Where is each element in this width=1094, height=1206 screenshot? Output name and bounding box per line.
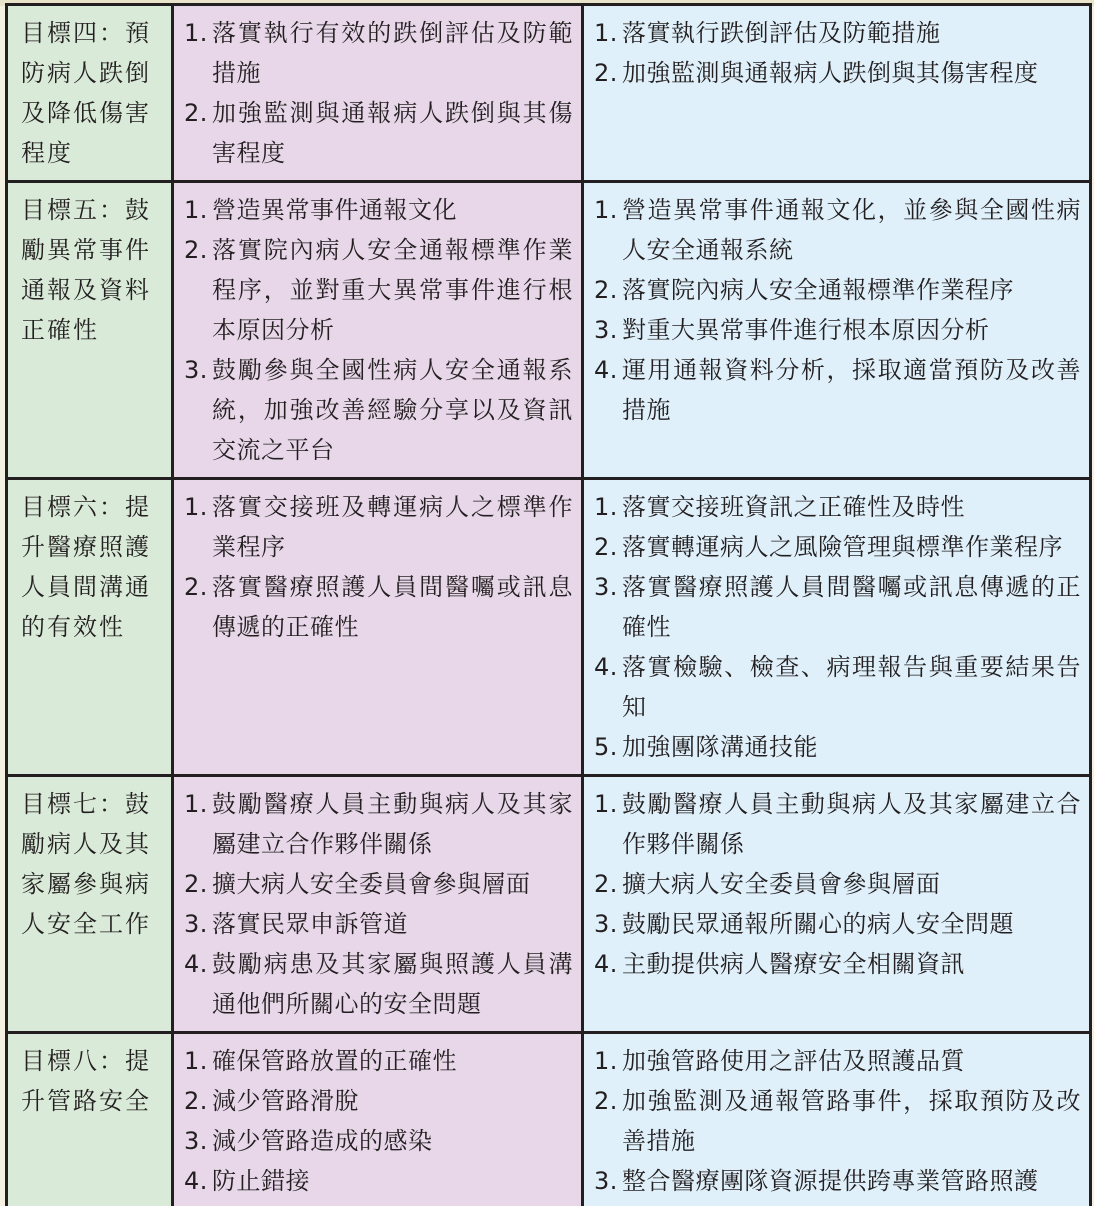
item-number: 4. (594, 950, 618, 978)
list-item (594, 190, 1081, 270)
strategy-cell-right (583, 1033, 1091, 1206)
item-text: 防止錯接 (212, 1167, 310, 1195)
item-text: 加強監測與通報病人跌倒與其傷害程度 (622, 59, 1039, 87)
goal-cell (7, 5, 173, 182)
strategy-list (184, 487, 573, 647)
list-item (184, 1081, 573, 1121)
item-number: 1. (184, 493, 208, 521)
list-item (594, 727, 1081, 767)
item-number: 5. (594, 733, 618, 761)
list-item (594, 944, 1081, 984)
list-item (594, 310, 1081, 350)
item-text: 鼓勵民眾通報所關心的病人安全問題 (622, 910, 1014, 938)
item-text: 落實交接班資訊之正確性及時性 (622, 493, 965, 521)
item-number: 4. (184, 1167, 208, 1195)
goal-title: 目標七：鼓勵病人及其家屬參與病人安全工作 (21, 790, 151, 938)
list-item (594, 1081, 1081, 1161)
item-text: 落實執行有效的跌倒評估及防範措施 (212, 19, 573, 87)
strategy-list (594, 13, 1081, 93)
strategy-list (594, 1041, 1081, 1201)
list-item (594, 487, 1081, 527)
item-number: 3. (184, 910, 208, 938)
item-text: 減少管路滑脫 (212, 1087, 359, 1115)
strategy-list (184, 784, 573, 1024)
list-item (594, 904, 1081, 944)
item-number: 2. (594, 1087, 618, 1115)
item-text: 落實交接班及轉運病人之標準作業程序 (212, 493, 573, 561)
goal-row (7, 479, 1091, 776)
item-text: 加強監測與通報病人跌倒與其傷害程度 (212, 99, 573, 167)
list-item (184, 1161, 573, 1201)
item-number: 1. (594, 196, 618, 224)
list-item (594, 647, 1081, 727)
list-item (594, 567, 1081, 647)
item-number: 3. (594, 316, 618, 344)
item-text: 擴大病人安全委員會參與層面 (622, 870, 941, 898)
item-number: 2. (184, 99, 208, 127)
strategy-cell-right (583, 479, 1091, 776)
item-text: 落實醫療照護人員間醫囑或訊息傳遞的正確性 (212, 573, 573, 641)
item-text: 減少管路造成的感染 (212, 1127, 433, 1155)
goal-cell (7, 1033, 173, 1206)
strategy-list (594, 487, 1081, 767)
list-item (594, 350, 1081, 430)
item-number: 4. (594, 653, 618, 681)
item-text: 對重大異常事件進行根本原因分析 (622, 316, 990, 344)
item-number: 3. (184, 1127, 208, 1155)
list-item (184, 944, 573, 1024)
item-text: 鼓勵醫療人員主動與病人及其家屬建立合作夥伴關係 (622, 790, 1081, 858)
item-text: 運用通報資料分析，採取適當預防及改善措施 (622, 356, 1081, 424)
item-number: 3. (594, 573, 618, 601)
goal-title: 目標六：提升醫療照護人員間溝通的有效性 (21, 493, 151, 641)
item-number: 2. (184, 1087, 208, 1115)
list-item (184, 904, 573, 944)
list-item (184, 864, 573, 904)
strategy-list (594, 784, 1081, 984)
goal-row (7, 776, 1091, 1033)
list-item (184, 784, 573, 864)
item-number: 1. (594, 790, 618, 818)
list-item (594, 13, 1081, 53)
strategy-list (184, 13, 573, 173)
list-item (184, 1121, 573, 1161)
item-number: 4. (184, 950, 208, 978)
goal-row (7, 182, 1091, 479)
strategy-cell-left (173, 1033, 583, 1206)
item-number: 3. (184, 356, 208, 384)
item-text: 落實轉運病人之風險管理與標準作業程序 (622, 533, 1063, 561)
list-item (184, 350, 573, 470)
list-item (594, 784, 1081, 864)
item-number: 3. (594, 1167, 618, 1195)
item-text: 加強管路使用之評估及照護品質 (622, 1047, 965, 1075)
list-item (184, 567, 573, 647)
item-text: 主動提供病人醫療安全相關資訊 (622, 950, 965, 978)
list-item (184, 487, 573, 567)
item-text: 落實院內病人安全通報標準作業程序 (622, 276, 1014, 304)
item-text: 落實民眾申訴管道 (212, 910, 408, 938)
goal-cell (7, 182, 173, 479)
item-text: 落實檢驗、檢查、病理報告與重要結果告知 (622, 653, 1081, 721)
item-text: 擴大病人安全委員會參與層面 (212, 870, 531, 898)
item-number: 2. (594, 870, 618, 898)
item-text: 加強團隊溝通技能 (622, 733, 818, 761)
strategy-list (184, 1041, 573, 1201)
item-text: 落實醫療照護人員間醫囑或訊息傳遞的正確性 (622, 573, 1081, 641)
list-item (184, 190, 573, 230)
goal-cell (7, 479, 173, 776)
goal-title: 目標四：預防病人跌倒及降低傷害程度 (21, 19, 151, 167)
item-number: 1. (594, 493, 618, 521)
list-item (594, 53, 1081, 93)
goal-cell (7, 776, 173, 1033)
list-item (184, 230, 573, 350)
item-number: 2. (594, 533, 618, 561)
item-text: 落實院內病人安全通報標準作業程序，並對重大異常事件進行根本原因分析 (212, 236, 573, 344)
item-text: 落實執行跌倒評估及防範措施 (622, 19, 941, 47)
goal-row (7, 1033, 1091, 1206)
list-item (594, 270, 1081, 310)
item-number: 2. (594, 276, 618, 304)
list-item (594, 1041, 1081, 1081)
goal-title: 目標五：鼓勵異常事件通報及資料正確性 (21, 196, 151, 344)
item-number: 1. (184, 1047, 208, 1075)
item-text: 鼓勵醫療人員主動與病人及其家屬建立合作夥伴關係 (212, 790, 573, 858)
list-item (184, 1041, 573, 1081)
list-item (594, 527, 1081, 567)
item-number: 1. (184, 19, 208, 47)
item-text: 營造異常事件通報文化 (212, 196, 457, 224)
strategy-list (594, 190, 1081, 430)
strategy-cell-right (583, 776, 1091, 1033)
strategy-cell-left (173, 479, 583, 776)
patient-safety-goals-table (5, 3, 1092, 1206)
goal-row (7, 5, 1091, 182)
item-text: 整合醫療團隊資源提供跨專業管路照護 (622, 1167, 1039, 1195)
item-text: 營造異常事件通報文化，並參與全國性病人安全通報系統 (622, 196, 1081, 264)
list-item (594, 1161, 1081, 1201)
item-number: 2. (184, 870, 208, 898)
strategy-cell-left (173, 5, 583, 182)
list-item (594, 864, 1081, 904)
goal-title: 目標八：提升管路安全 (21, 1047, 151, 1115)
item-text: 鼓勵參與全國性病人安全通報系統，加強改善經驗分享以及資訊交流之平台 (212, 356, 573, 464)
strategy-cell-left (173, 776, 583, 1033)
item-number: 3. (594, 910, 618, 938)
item-number: 1. (594, 1047, 618, 1075)
item-number: 1. (184, 196, 208, 224)
strategy-cell-right (583, 182, 1091, 479)
item-text: 加強監測及通報管路事件，採取預防及改善措施 (622, 1087, 1081, 1155)
item-number: 1. (594, 19, 618, 47)
list-item (184, 13, 573, 93)
item-number: 2. (184, 236, 208, 264)
item-text: 確保管路放置的正確性 (212, 1047, 457, 1075)
item-number: 2. (594, 59, 618, 87)
strategy-cell-left (173, 182, 583, 479)
item-number: 1. (184, 790, 208, 818)
goals-table-body (7, 5, 1091, 1206)
item-number: 2. (184, 573, 208, 601)
item-text: 鼓勵病患及其家屬與照護人員溝通他們所關心的安全問題 (212, 950, 573, 1018)
strategy-cell-right (583, 5, 1091, 182)
strategy-list (184, 190, 573, 470)
list-item (184, 93, 573, 173)
item-number: 4. (594, 356, 618, 384)
